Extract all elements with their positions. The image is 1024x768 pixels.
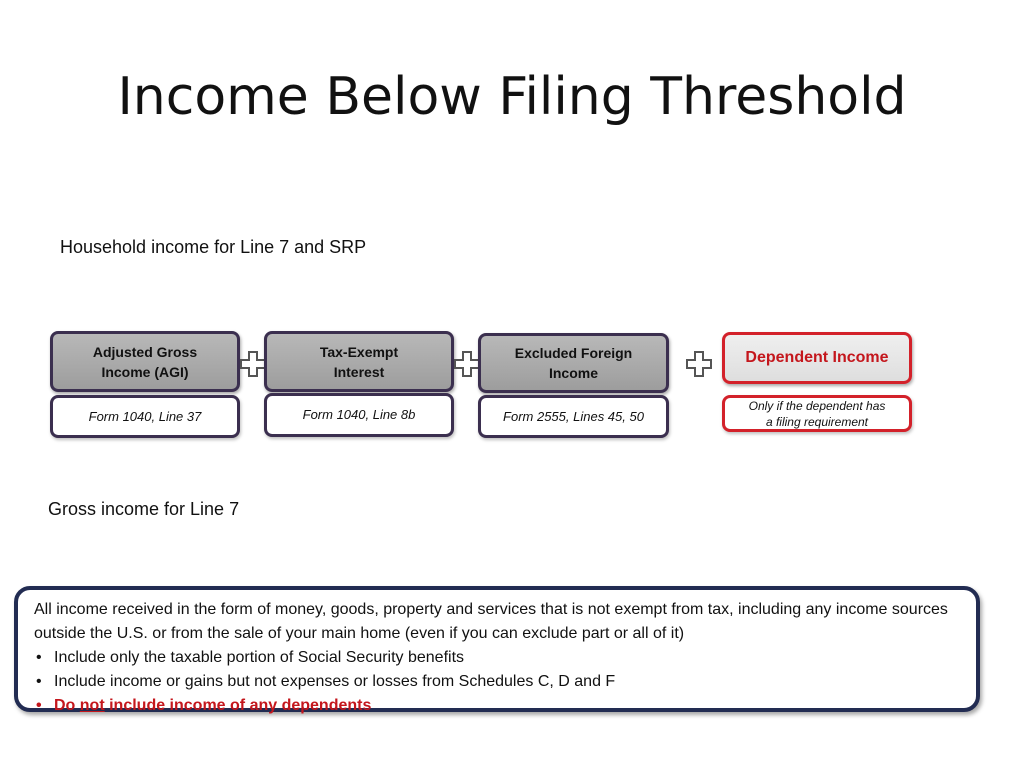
agi-box — [50, 331, 240, 392]
foreign-income-source-box — [478, 395, 669, 438]
tax-exempt-label-line1: Tax-Exempt — [319, 343, 399, 360]
gross-income-bullets — [34, 646, 960, 718]
tax-exempt-box — [264, 331, 454, 392]
tax-exempt-source: Form 1040, Line 8b — [302, 407, 416, 422]
dependent-note-line2: a filing requirement — [765, 414, 869, 429]
household-income-heading: Household income for Line 7 and SRP — [60, 237, 367, 257]
gross-income-intro: All income received in the form of money, goods, property and services that is not exempt from tax, including any income sources outside the U.S. or from the sale of your main home (even if you can exclude part or all of it) — [34, 601, 948, 642]
dependent-income-box — [722, 332, 912, 384]
foreign-income-source: Form 2555, Lines 45, 50 — [503, 409, 644, 424]
plus-icon — [240, 351, 266, 377]
tax-exempt-source-box — [264, 393, 454, 437]
plus-icon — [686, 351, 712, 377]
agi-source: Form 1040, Line 37 — [88, 409, 202, 424]
tax-exempt-label-line2: Interest — [333, 363, 385, 380]
agi-source-box — [50, 395, 240, 438]
dependent-income-label: Dependent Income — [745, 349, 889, 366]
dependent-note-box — [722, 395, 912, 432]
agi-label-line2: Income (AGI) — [101, 363, 189, 380]
dependents-warning: • Do not include income of any dependents — [36, 697, 372, 714]
not-emphasis: not — [79, 697, 105, 714]
foreign-income-box — [478, 333, 669, 393]
plus-icon — [454, 351, 480, 377]
list-item: • Include income or gains but not expenses or losses from Schedules C, D and F — [36, 673, 616, 690]
agi-label-line1: Adjusted Gross — [92, 343, 198, 360]
foreign-income-label-line1: Excluded Foreign — [514, 345, 633, 361]
slide-title: Income Below Filing Threshold — [117, 67, 907, 127]
list-item: • Include only the taxable portion of Social Security benefits — [36, 649, 465, 666]
foreign-income-label-line2: Income — [548, 365, 598, 381]
gross-income-heading: Gross income for Line 7 — [48, 499, 240, 519]
dependent-note-line1: Only if the dependent has — [748, 398, 886, 413]
gross-income-definition-box — [14, 586, 980, 712]
